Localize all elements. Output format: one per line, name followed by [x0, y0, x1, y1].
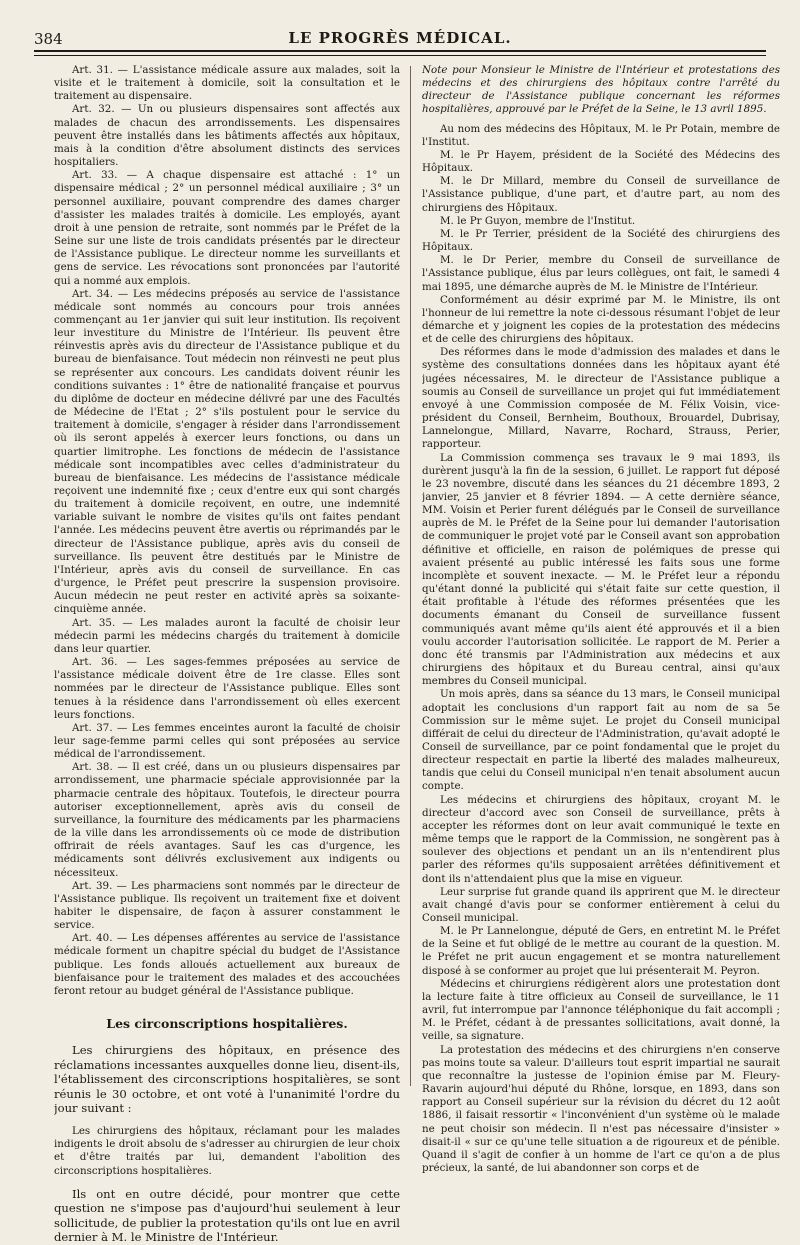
header-rule — [34, 50, 766, 52]
column-divider — [410, 66, 411, 1086]
body-paragraph: M. le Pr Guyon, membre de l'Institut. — [440, 214, 636, 227]
article-paragraph: Art. 39. — Les pharmaciens sont nommés par le directeur de l'Assistance publique. Ils reçoivent un traitement fixe et doivent habiter le dispensaire, de façon à assurer constamment le service. — [54, 879, 400, 932]
journal-title: LE PROGRÈS MÉDICAL. — [288, 29, 512, 47]
body-paragraph: Au nom des médecins des Hôpitaux, M. le Pr Potain, membre de l'Institut. — [422, 122, 780, 148]
body-paragraph: Des réformes dans le mode d'admission des malades et dans le système des consultations données dans les hôpitaux ayant été jugées nécessaires, M. le directeur de l'Assistance publique a soumis au Conseil de surveillance un projet qui fut immédiatement envoyé à une Commission composée de M. Félix Voisin, vice-président du Conseil, Bernheim, Bouthoux, Brouardel, Dubrisay, Lannelongue, Millard, Navarre, Rochard, Strauss, Perier, rapporteur. — [422, 346, 780, 451]
body-paragraph: Conformément au désir exprimé par M. le Ministre, ils ont l'honneur de lui remettre la note ci-dessous résumant l'objet de leur démarche et y joignent les copies de la protestation des médecins et de celle des chirurgiens des hôpitaux. — [422, 293, 780, 346]
article-paragraph: Art. 34. — Les médecins préposés au service de l'assistance médicale sont nommés au concours pour trois années commençant au 1er janvier qui suit leur institution. Ils reçoivent leur investiture du Ministre de l'Intérieur. Ils peuvent être réinvestis après avis du directeur de l'Assistance publique et du bureau de bienfaisance. Tout médecin non réinvesti ne peut plus se représenter aux concours. Les candidats doivent réunir les conditions suivantes : 1° être de nationalité française et pourvus du diplôme de docteur en médecine délivré par une des Facultés de Médecine de l'Etat ; 2° s'ils postulent pour le service du traitement à domicile, s'engager à résider dans l'arrondissement où ils seront appelés à exercer leurs fonctions, ou dans un quartier limitrophe. Les fonctions de médecin de l'assistance médicale sont incompatibles avec celles d'administrateur du bureau de bienfaisance. Les médecins de l'assistance médicale reçoivent une indemnité fixe ; ceux d'entre eux qui sont chargés du traitement à domicile reçoivent, en outre, une indemnité variable suivant le nombre de visites qu'ils ont faites pendant l'année. Les médecins peuvent être avertis ou réprimandés par le directeur de l'Assistance publique, après avis du conseil de surveillance. Ils peuvent être destitués par le Ministre de l'Intérieur, après avis du conseil de surveillance. En cas d'urgence, le Préfet peut prescrire la suspension provisoire. Aucun médecin ne peut rester en activité après sa soixante-cinquième année. — [54, 287, 400, 616]
body-paragraph: La Commission commença ses travaux le 9 mai 1893, ils durèrent jusqu'à la fin de la session, 6 juillet. Le rapport fut déposé le 23 novembre, discuté dans les séances du 21 décembre 1893, 2 janvier, 25 janvier et 8 février 1894. — A cette dernière séance, MM. Voisin et Perier furent délégués par le Conseil de surveillance auprès de M. le Préfet de la Seine pour lui demander l'autorisation de communiquer le projet voté par le Conseil avant son approbation définitive et officielle, en raison de polémiques de presse qui avaient présenté au public intéressé les faits sous une forme incomplète et souvent inexacte. — M. le Préfet leur a répondu qu'étant donné la publicité qui s'était faite sur cette question, il était profitable à l'étude des réformes présentées que les documents émanant du Conseil de surveillance fussent communiqués avant même qu'ils aient été approuvés et il a bien voulu accorder l'autorisation sollicitée. Le rapport de M. Perier a donc été transmis par l'Administration aux médecins et aux chirurgiens des hôpitaux et du Bureau central, ainsi qu'aux membres du Conseil municipal. — [422, 451, 780, 688]
article-paragraph: Art. 37. — Les femmes enceintes auront la faculté de choisir leur sage-femme parmi celles qui sont préposées au service médical de l'arrondissement. — [54, 721, 400, 761]
article-paragraph: Art. 40. — Les dépenses afférentes au service de l'assistance médicale forment un chapitre spécial du budget de l'Assistance publique. Les fonds alloués actuellement aux bureaux de bienfaisance pour le traitement des malades et des accouchées feront retour au budget général de l'Assistance publique. — [54, 932, 400, 997]
body-paragraph: Les médecins et chirurgiens des hôpitaux, croyant M. le directeur d'accord avec son Conseil de surveillance, prêts à accepter les réformes dont on leur avait communiqué le texte en même temps que le rapport de la Commission, ne songèrent pas à soulever des objections et pendant un an ils n'entendirent plus parler des réformes qu'ils supposaient arrêtées définitivement et dont ils n'attendaient plus que la mise en vigueur. — [422, 793, 780, 885]
spacer — [54, 1116, 400, 1125]
body-paragraph: Un mois après, dans sa séance du 13 mars, le Conseil municipal adoptait les conclusions d'un rapport fait au nom de sa 5e Commission sur le même sujet. Le projet du Conseil municipal différait de celui du directeur de l'Administration, qu'avait adopté le Conseil de surveillance, par ce point fondamental que le projet du directeur respectait en partie la liberté des malades malheureux, tandis que celui du Conseil municipal n'en tenait absolument aucun compte. — [422, 688, 780, 793]
body-paragraph: La protestation des médecins et des chirurgiens n'en conserve pas moins toute sa valeur. D'ailleurs tout esprit impartial ne saurait que reconnaître la justesse de l'opinion émise par M. Fleury-Ravarin aujourd'hui député du Rhône, lorsque, en 1893, dans son rapport au Conseil supérieur sur la révision du décret du 12 août 1886, il faisait ressortir « l'inconvénient d'un système où le malade ne peut choisir son médecin. Il n'est pas nécessaire d'insister » disait-il « sur ce qu'une telle situation a de rigoureux et de pénible. Quand il s'agit de confier à un homme de l'art ce qu'on a de plus précieux, la santé, de lui abandonner son corps et de — [422, 1043, 780, 1174]
page-header — [34, 26, 766, 50]
body-paragraph: M. le Pr Terrier, président de la Société des chirurgiens des Hôpitaux. — [422, 227, 780, 254]
note-title: Note pour Monsieur le Ministre de l'Intérieur et protestations des médecins et des chirurgiens des hôpitaux contre l'arrêté du directeur de l'Assistance publique concernant les réformes hospitalières, approuvé par le Préfet de la Seine, le 13 avril 1895. — [422, 64, 780, 116]
spacer — [54, 1178, 400, 1187]
body-paragraph: Médecins et chirurgiens rédigèrent alors une protestation dont la lecture faite à titre officieux au Conseil de surveillance, le 11 avril, fut interrompue par l'annonce téléphonique du fait accompli ; M. le Préfet, cédant à de pressantes sollicitations, avait donné, la veille, sa signature. — [422, 977, 780, 1043]
body-paragraph: M. le Dr Perier, membre du Conseil de surveillance de l'Assistance publique, élus par leurs collègues, ont fait, le samedi 4 mai 1895, une démarche auprès de M. le Ministre de l'Intérieur. — [422, 254, 780, 293]
resolution-paragraph: Les chirurgiens des hôpitaux, réclamant pour les malades indigents le droit absolu de s'adresser au chirurgien de leur choix et d'être traités par lui, demandent l'abolition des circonscriptions hospitalières. — [54, 1125, 400, 1177]
article-paragraph: Art. 38. — Il est créé, dans un ou plusieurs dispensaires par arrondissement, une pharmacie spéciale approvisionnée par la pharmacie centrale des hôpitaux. Toutefois, le directeur pourra autoriser exceptionnellement, après avis du conseil de surveillance, la fourniture des médicaments par les pharmaciens de la ville dans les arrondissements où ce mode de distribution offrirait de réels avantages. Sauf les cas d'urgence, les médicaments sont délivrés exclusivement aux indigents ou nécessiteux. — [54, 761, 400, 879]
article-paragraph: Art. 32. — Un ou plusieurs dispensaires sont affectés aux malades de chacun des arrondissements. Les dispensaires peuvent être installés dans les bâtiments affectés aux hôpitaux, mais à la condition d'être absolument distincts des services hospitaliers. — [54, 103, 400, 169]
decision-paragraph: Ils ont en outre décidé, pour montrer que cette question ne s'impose pas d'aujourd'hui seulement à leur sollicitude, de publier la protestation qu'ils ont lue en avril dernier à M. le Ministre de l'Intérieur. — [54, 1186, 400, 1245]
body-paragraph: M. le Pr Lannelongue, député de Gers, en entretint M. le Préfet de la Seine et fut obligé de le mettre au courant de la question. M. le Préfet ne prit aucun engagement et se montra naturellement disposé à se conformer au projet que lui présenterait M. Peyron. — [422, 925, 780, 977]
right-column — [422, 64, 780, 1175]
left-column — [54, 64, 400, 1245]
body-paragraph: M. le Dr Millard, membre du Conseil de surveillance de l'Assistance publique, d'une part, et d'autre part, au nom des chirurgiens des Hôpitaux. — [422, 175, 780, 214]
body-paragraph: M. le Pr Hayem, président de la Société des Médecins des Hôpitaux. — [422, 148, 780, 175]
page-number: 384 — [34, 30, 63, 48]
section-heading: Les circonscriptions hospitalières. — [106, 1016, 348, 1032]
article-paragraph: Art. 33. — A chaque dispensaire est attaché : 1° un dispensaire médical ; 2° un personnel médical auxiliaire ; 3° un personnel auxiliaire, pouvant comprendre des dames charger d'assister les malades traités à domicile. Les employés, ayant droit à une pension de retraite, sont nommés par le Préfet de la Seine sur une liste de trois candidats présentés par le directeur de l'Assistance publique. Le directeur nomme les surveillants et gens de service. Les révocations sont prononcées par l'autorité qui a nommé aux emplois. — [54, 169, 400, 287]
body-paragraph: Leur surprise fut grande quand ils apprirent que M. le directeur avait changé d'avis pour se conformer entièrement à celui du Conseil municipal. — [422, 885, 780, 924]
article-paragraph: Art. 35. — Les malades auront la faculté de choisir leur médecin parmi les médecins chargés du traitement à domicile dans leur quartier. — [54, 616, 400, 655]
header-rule-thin — [34, 55, 766, 56]
intro-paragraph: Les chirurgiens des hôpitaux, en présence des réclamations incessantes auxquelles donne lieu, disent-ils, l'établissement des circonscriptions hospitalières, se sont réunis le 30 octobre, et ont voté à l'unanimité l'ordre du jour suivant : — [54, 1043, 400, 1116]
article-paragraph: Art. 31. — L'assistance médicale assure aux malades, soit la visite et le traitement à domicile, soit la consultation et le traitement au dispensaire. — [54, 64, 400, 103]
article-paragraph: Art. 36. — Les sages-femmes préposées au service de l'assistance médicale doivent être de 1re classe. Elles sont nommées par le directeur de l'Assistance publique. Elles sont tenues à la résidence dans l'arrondissement où elles exercent leurs fonctions. — [54, 656, 400, 721]
